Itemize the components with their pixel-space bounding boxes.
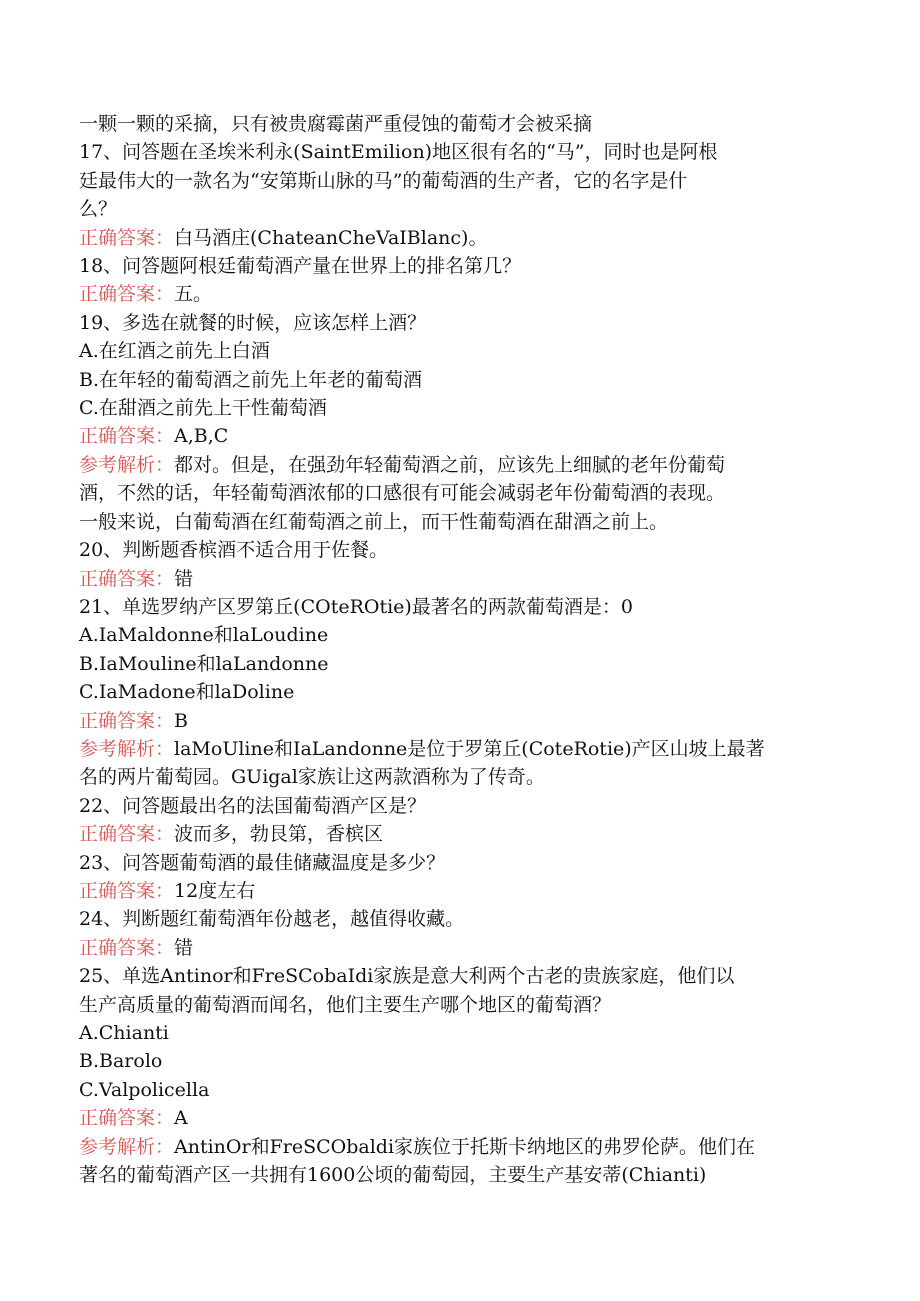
line-text: 23、问答题葡萄酒的最佳储藏温度是多少？ <box>79 851 446 874</box>
text-line <box>79 593 839 621</box>
text-line <box>79 650 839 678</box>
answer-label: 正确答案： <box>79 226 175 249</box>
text-line <box>79 1047 839 1075</box>
line-text: B.在年轻的葡萄酒之前先上年老的葡萄酒 <box>79 368 423 391</box>
answer-line <box>79 707 839 735</box>
answer-line <box>79 934 839 962</box>
answer-label: 参考解析： <box>79 1135 175 1158</box>
text-line <box>79 479 839 507</box>
text-line <box>79 195 839 223</box>
line-text: 20、判断题香槟酒不适合用于佐餐。 <box>79 539 389 562</box>
text-line <box>79 962 839 990</box>
text-line <box>79 508 839 536</box>
text-line <box>79 394 839 422</box>
line-text: 21、单选罗纳产区罗第丘(COteROtie)最著名的两款葡萄酒是：0 <box>79 595 633 618</box>
document-page <box>79 110 839 1189</box>
line-text: 12度左右 <box>174 879 256 902</box>
line-text: AntinOr和FreSCObaldi家族位于托斯卡纳地区的弗罗伦萨。他们在 <box>174 1135 756 1158</box>
answer-line <box>79 422 839 450</box>
answer-line <box>79 565 839 593</box>
line-text: 么？ <box>79 198 118 221</box>
answer-label: 正确答案： <box>79 567 175 590</box>
text-line <box>79 536 839 564</box>
line-text: B.Barolo <box>79 1050 163 1073</box>
text-line <box>79 167 839 195</box>
answer-label: 正确答案： <box>79 936 175 959</box>
answer-line <box>79 280 839 308</box>
line-text: 错 <box>174 567 194 590</box>
text-line <box>79 110 839 138</box>
text-line <box>79 763 839 791</box>
answer-label: 参考解析： <box>79 737 175 760</box>
answer-line <box>79 1133 839 1161</box>
answer-line <box>79 877 839 905</box>
line-text: A.在红酒之前先上白酒 <box>79 340 270 363</box>
answer-line <box>79 735 839 763</box>
line-text: 错 <box>174 936 194 959</box>
line-text: C.Valpolicella <box>79 1078 210 1101</box>
line-text: C.IaMadone和laDoline <box>79 681 295 704</box>
line-text: 一颗一颗的采摘，只有被贵腐霉菌严重侵蚀的葡萄才会被采摘 <box>79 113 593 135</box>
answer-label: 正确答案： <box>79 283 175 306</box>
line-text: 一般来说，白葡萄酒在红葡萄酒之前上，而干性葡萄酒在甜酒之前上。 <box>79 510 669 533</box>
text-line <box>79 1076 839 1104</box>
text-line <box>79 252 839 280</box>
line-text: 25、单选Antinor和FreSCobaIdi家族是意大利两个古老的贵族家庭，他们以 <box>79 965 735 988</box>
text-line <box>79 991 839 1019</box>
answer-line <box>79 224 839 252</box>
line-text: 19、多选在就餐的时候，应该怎样上酒？ <box>79 311 427 334</box>
line-text: 18、问答题阿根廷葡萄酒产量在世界上的排名第几？ <box>79 255 522 278</box>
line-text: A.IaMaldonne和laLoudine <box>79 624 329 647</box>
line-text: 酒，不然的话，年轻葡萄酒浓郁的口感很有可能会减弱老年份葡萄酒的表现。 <box>79 482 726 505</box>
text-line <box>79 678 839 706</box>
line-text: 五。 <box>174 283 213 306</box>
text-line <box>79 309 839 337</box>
text-line <box>79 1019 839 1047</box>
answer-label: 正确答案： <box>79 823 175 846</box>
line-text: 白马酒庄(ChateanCheVaIBlanc)。 <box>174 226 488 249</box>
line-text: A <box>174 1107 188 1130</box>
line-text: A.Chianti <box>79 1022 169 1044</box>
line-text: 廷最伟大的一款名为“安第斯山脉的马”的葡萄酒的生产者，它的名字是什 <box>79 169 688 192</box>
line-text: laMoUline和IaLandonne是位于罗第丘(CoteRotie)产区山坡上最著 <box>174 737 765 760</box>
line-text: 都对。但是，在强劲年轻葡萄酒之前，应该先上细腻的老年份葡萄 <box>174 453 726 476</box>
line-text: 名的两片葡萄园。GUigal家族让这两款酒称为了传奇。 <box>79 766 545 789</box>
line-text: 22、问答题最出名的法国葡萄酒产区是？ <box>79 794 427 817</box>
text-line <box>79 1161 839 1189</box>
line-text: B.IaMouline和laLandonne <box>79 652 329 675</box>
answer-label: 正确答案： <box>79 1107 175 1130</box>
text-line <box>79 366 839 394</box>
text-line <box>79 849 839 877</box>
answer-label: 正确答案： <box>79 425 175 448</box>
answer-label: 正确答案： <box>79 879 175 902</box>
text-line <box>79 337 839 365</box>
line-text: A,B,C <box>174 425 229 448</box>
answer-label: 正确答案： <box>79 709 175 732</box>
text-line <box>79 138 839 166</box>
answer-line <box>79 820 839 848</box>
line-text: 著名的葡萄酒产区一共拥有1600公顷的葡萄园，主要生产基安蒂(Chianti) <box>79 1164 707 1187</box>
text-line <box>79 905 839 933</box>
line-text: 生产高质量的葡萄酒而闻名，他们主要生产哪个地区的葡萄酒？ <box>79 993 612 1016</box>
line-text: C.在甜酒之前先上干性葡萄酒 <box>79 397 327 420</box>
answer-line <box>79 451 839 479</box>
line-text: 17、问答题在圣埃米利永(SaintEmilion)地区很有名的“马”，同时也是阿根 <box>79 141 718 164</box>
line-text: B <box>174 709 188 732</box>
text-line <box>79 621 839 649</box>
line-text: 波而多，勃艮第，香槟区 <box>174 823 384 846</box>
answer-line <box>79 1104 839 1132</box>
text-line <box>79 792 839 820</box>
line-text: 24、判断题红葡萄酒年份越老，越值得收藏。 <box>79 908 465 931</box>
answer-label: 参考解析： <box>79 453 175 476</box>
